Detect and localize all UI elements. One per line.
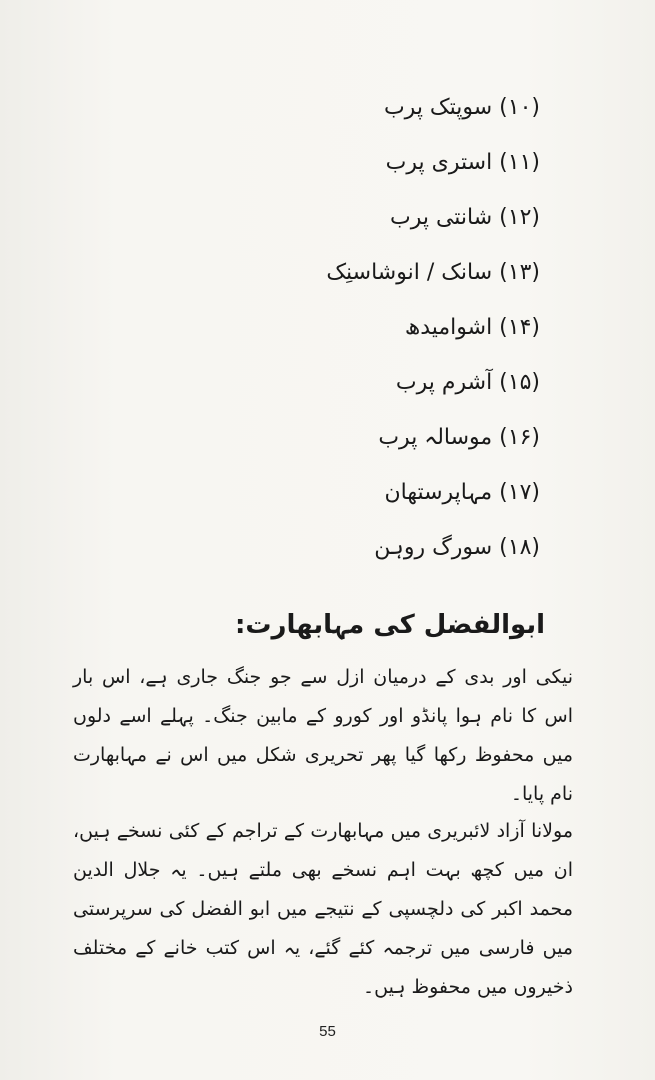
list-item: (۱۷) مہاپرستھان [384,480,540,505]
body-paragraph: نیکی اور بدی کے درمیان ازل سے جو جنگ جاری ہے، اس بار اس کا نام ہوا پانڈو اور کورو کے مابین جنگ۔ پہلے اسے دلوں میں محفوظ رکھا گیا پھر تحریری شکل میں اس نے مہابھارت نام پایا۔ [73,666,573,805]
list-item: (۱۱) استری پرب [385,150,540,175]
list-item: (۱۰) سوپتک پرب [383,95,540,120]
page-number: 55 [319,1023,336,1040]
list-item: (۱۸) سورگ روہن [374,535,540,560]
list-item: (۱۶) موسالہ پرب [378,425,540,450]
list-item: (۱۳) سانک / انوشاسنِک [326,260,540,285]
list-item: (۱۲) شانتی پرب [389,205,540,230]
list-item: (۱۵) آشرم پرب [395,370,540,395]
parva-list [140,80,540,575]
list-item: (۱۴) اشوامیدھ [404,315,540,340]
body-paragraph: مولانا آزاد لائبریری میں مہابھارت کے تراجم کے کئی نسخے ہیں، ان میں کچھ بہت اہم نسخے بھی ملتے ہیں۔ یہ جلال الدین محمد اکبر کی دلچسپی کے نتیجے میں ابو الفضل کی سرپرستی میں فارسی میں ترجمہ کئے گئے، یہ اس کتب خانے کے مختلف ذخیروں میں محفوظ ہیں۔ [73,820,573,998]
section-heading: ابوالفضل کی مہابھارت: [235,610,545,640]
